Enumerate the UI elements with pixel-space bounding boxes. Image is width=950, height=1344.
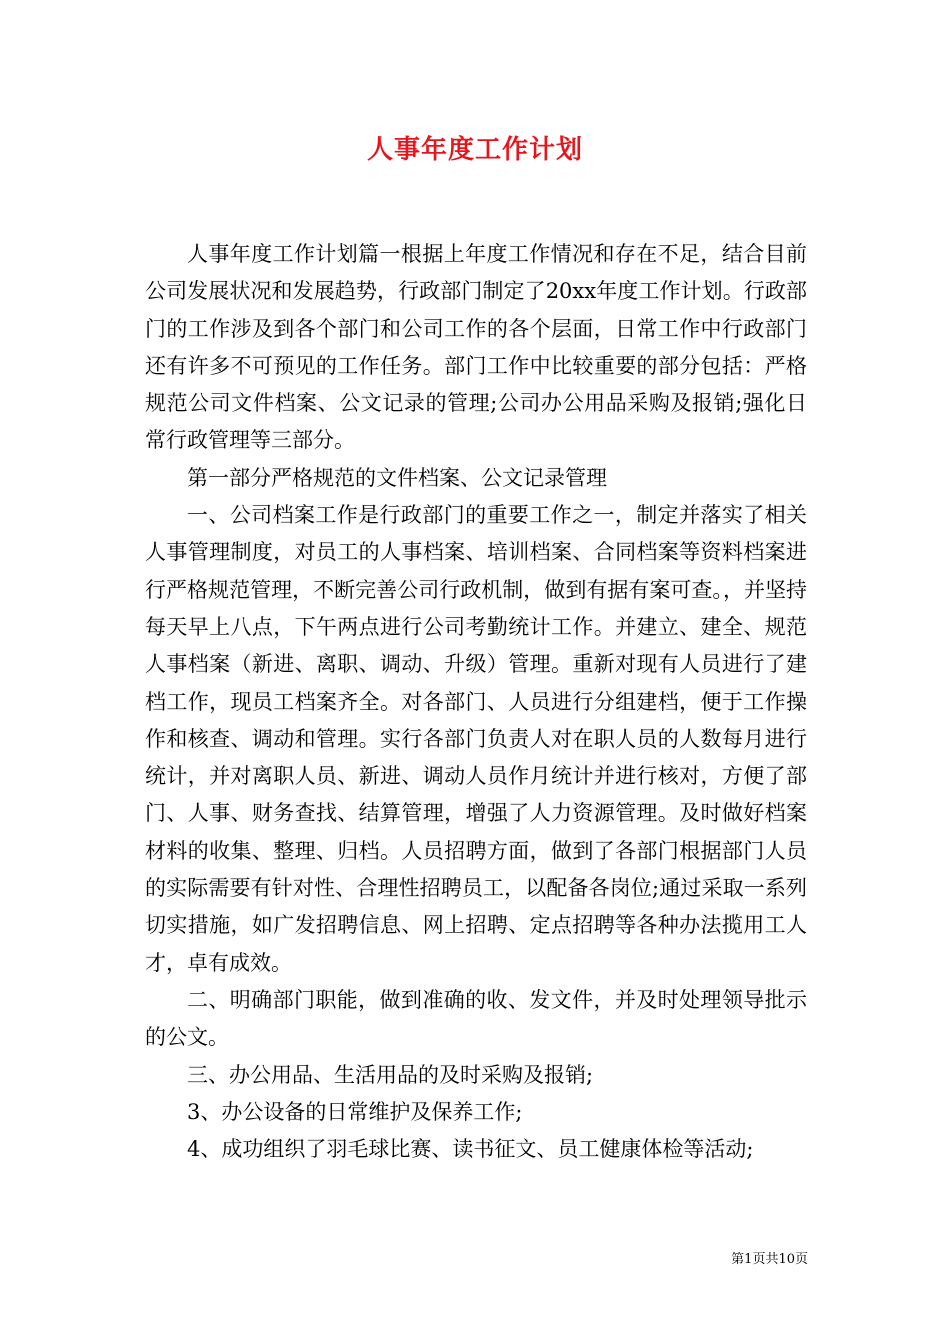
paragraph-section-heading: 第一部分严格规范的文件档案、公文记录管理 — [187, 465, 607, 490]
paragraph-item-4: 3、办公设备的日常维护及保养工作; — [187, 1099, 523, 1124]
paragraph-item-1: 一、公司档案工作是行政部门的重要工作之一，制定并落实了相关人事管理制度，对员工的人事档案、培训档案、合同档案等资料档案进行严格规范管理，不断完善公司行政机制，做到有据有案可查。，并坚持每天早上八点，下午两点进行公司考勤统计工作。并建立、建全、规范人事档案（新进、离职、调动、升级）管理。重新对现有人员进行了建档工作，现员工档案齐全。对各部门、人员进行分组建档，便于工作操作和核查、调动和管理。实行各部门负责人对在职人员的人数每月进行统计，并对离职人员、新进、调动人员作月统计并进行核对，方便了部门、人事、财务查找、结算管理，增强了人力资源管理。及时做好档案材料的收集、整理、归档。人员招聘方面，做到了各部门根据部门人员的实际需要有针对性、合理性招聘员工，以配备各岗位;通过采取一系列切实措施，如广发招聘信息、网上招聘、定点招聘等各种办法揽用工人才，卓有成效。 — [145, 503, 807, 975]
document-body — [145, 236, 807, 1168]
page-number: 第1页共10页 — [731, 1252, 808, 1267]
paragraph-item-5: 4、成功组织了羽毛球比赛、读书征文、员工健康体检等活动; — [187, 1137, 754, 1162]
paragraph-item-3: 三、办公用品、生活用品的及时采购及报销; — [187, 1062, 594, 1087]
paragraph-item-2: 二、明确部门职能，做到准确的收、发文件，并及时处理领导批示的公文。 — [145, 987, 807, 1050]
page-title: 人事年度工作计划 — [366, 135, 583, 165]
paragraph-intro: 人事年度工作计划篇一根据上年度工作情况和存在不足，结合目前公司发展状况和发展趋势，行政部门制定了20xx年度工作计划。行政部门的工作涉及到各个部门和公司工作的各个层面，日常工作中行政部门还有许多不可预见的工作任务。部门工作中比较重要的部分包括：严格规范公司文件档案、公文记录的管理;公司办公用品采购及报销;强化日常行政管理等三部分。 — [145, 242, 807, 453]
